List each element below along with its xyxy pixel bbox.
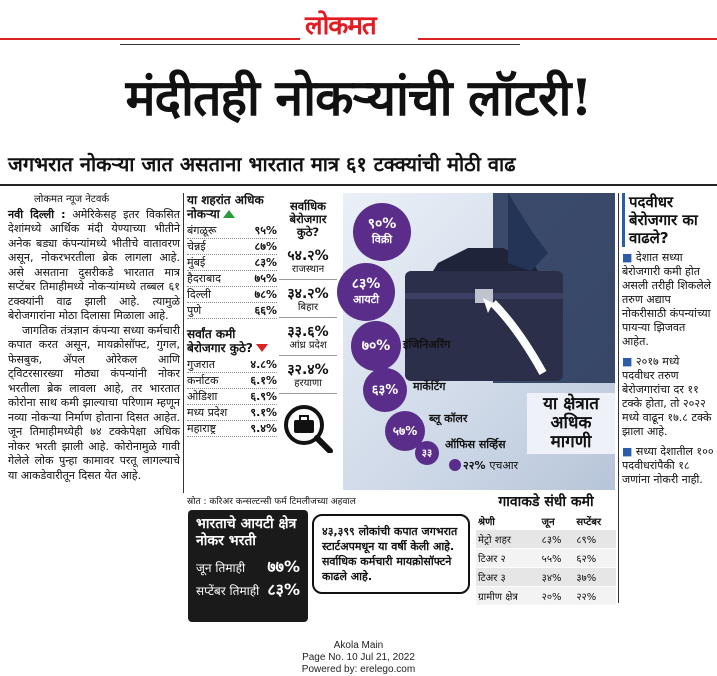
high-unemployment-state: राजस्थान [279, 264, 337, 280]
footer-edition: Akola Main [333, 640, 384, 651]
sector-bubble-office: ३३ [415, 441, 439, 465]
high-unemployment-value: ३२.४% [287, 362, 329, 378]
masthead-rule-right [418, 38, 717, 40]
high-unemployment-title: सर्वाधिक बेरोजगार कुठे? [289, 199, 327, 239]
table-row [476, 549, 616, 568]
table-cell: २२% [574, 587, 616, 606]
table-cell: ८३% [540, 530, 575, 549]
city-row: बंगळूरू ९५% [187, 224, 277, 237]
lokmat-logo: लोकमत [305, 11, 376, 41]
arrow-up-icon [223, 210, 235, 218]
graduate-sidebar [622, 193, 714, 493]
high-unemployment-list [279, 249, 337, 394]
dateline: नवी दिल्ली : [8, 207, 66, 221]
layoff-note: ४३,३९९ लोकांची कपात जगभरात स्टार्टअपमधून या वर्षी केली आहे. सर्वाधिक कर्मचारी मायक्रोसॉफ्टने काढले आहे. [312, 514, 470, 594]
it-hiring-title: भारताचे आयटी क्षेत्र नोकर भरती [196, 516, 297, 549]
sector-label-hr: २२% एचआर [463, 459, 519, 472]
page-footer [0, 640, 717, 676]
arrow-down-icon [256, 344, 268, 352]
high-unemployment-value: ५४.२% [287, 248, 329, 264]
sector-label-engineering: इंजिनिअरिंग [403, 338, 451, 351]
byline: लोकमत न्यूज नेटवर्क [34, 194, 110, 205]
graduate-point-1: ■ देशात सध्या बेरोजगारी कमी होत असली तरीही शिकलेले तरुण अद्याप नोकरीसाठी कंपन्यांच्या पायऱ्या झिजवत आहेत. [622, 251, 712, 348]
table-header: सप्टेंबर [576, 517, 602, 528]
top-cities-list [187, 223, 277, 319]
city-stats [187, 193, 277, 437]
state-row: ओडिशा ६.९% [187, 390, 277, 403]
footer-powered[interactable]: Powered by: erelego.com [301, 664, 416, 675]
sector-bubble-it: ८३% आयटी [337, 263, 395, 321]
column-rule [183, 193, 184, 493]
state-row: कर्नाटक ६.१% [187, 374, 277, 387]
village-opportunity-table [476, 493, 616, 605]
section-divider [0, 184, 717, 186]
village-title: गावाकडे संधी कमी [498, 494, 594, 510]
sector-demand-graphic [343, 193, 615, 490]
city-row: हैदराबाद ७५% [187, 272, 277, 285]
table-cell: मेट्रो शहर [476, 530, 540, 549]
sector-label-bluecollar: ब्लू कॉलर [429, 412, 468, 425]
city-row: दिल्ली ७८% [187, 288, 277, 301]
sector-label-marketing: मार्केटिंग [413, 380, 446, 393]
sector-bubble-hr [449, 459, 461, 471]
sidebar-rule [618, 193, 619, 603]
sector-bubble-sales: ९०% विक्री [353, 203, 411, 261]
table-cell: ३४% [540, 568, 575, 587]
masthead-underline [120, 44, 520, 45]
city-row: चेन्नई ८७% [187, 240, 277, 253]
sector-bubble-bluecollar: ५७% [385, 411, 425, 451]
high-unemployment-state: हरयाणा [279, 378, 337, 394]
sector-bubble-marketing: ६३% [363, 368, 407, 412]
city-row: पुणे ६६% [187, 304, 277, 317]
graduate-title: पदवीधर बेरोजगार का वाढले? [622, 193, 714, 247]
bullet-icon: ■ [622, 355, 636, 368]
top-cities-title: या शहरांत अधिक नोकऱ्या [187, 193, 264, 221]
table-header: जून [541, 517, 555, 528]
subheadline: जगभरात नोकऱ्या जात असताना भारतात मात्र ६१ टक्क्यांची मोठी वाढ [8, 152, 516, 176]
table-header: श्रेणी [478, 517, 495, 528]
state-row: मध्य प्रदेश ९.१% [187, 406, 277, 419]
it-hiring-box [188, 510, 308, 622]
it-hiring-row: सप्टेंबर तिमाही ८३% [196, 580, 300, 599]
briefcase-search-icon [282, 403, 334, 453]
article-paragraph-1: नवी दिल्ली : अमेरिकेसह इतर विकसित देशांमध्ये आर्थिक मंदी येण्याच्या भीतीने अनेक बड्या कंपन्यांमध्ये भीतीचे वातावरण असून, नोकरभरतीला ब्रेक लागला आहे. असे असताना दुसरीकडे भारतात मात्र सप्टेंबर तिमाहीमध्ये नोकऱ्यांमध्ये तब्बल ६१ टक्क्यांनी वाढ झाली आहे. त्यामुळे बेरोजगारांना मोठा दिलासा मिळाला आहे. [8, 207, 181, 322]
table-row [476, 530, 616, 549]
high-unemployment-box [279, 200, 337, 456]
table-cell: ८९% [574, 530, 616, 549]
it-hiring-row: जून तिमाही ७७% [196, 557, 300, 576]
table-row [476, 587, 616, 606]
high-unemployment-state: बिहार [279, 302, 337, 318]
high-unemployment-value: ३४.२% [287, 286, 329, 302]
high-unemployment-value: ३३.६% [287, 324, 329, 340]
low-unemployment-list [187, 357, 277, 437]
state-row: गुजरात ४.८% [187, 358, 277, 371]
table-row [476, 568, 616, 587]
bullet-icon: ■ [622, 445, 636, 458]
table-cell: २०% [540, 587, 575, 606]
bullet-icon: ■ [622, 251, 636, 264]
low-unemployment-title: सर्वांत कमी बेरोजगार कुठे? [187, 327, 277, 355]
table-cell: ३७% [574, 568, 616, 587]
sector-bubble-engineering: ७०% [351, 321, 401, 371]
source-note: स्रोत : करिअर कन्सल्टन्सी फर्म टिमलीजच्या अहवाल [187, 497, 356, 507]
article-paragraph-2: जागतिक तंत्रज्ञान कंपन्या सध्या कर्मचारी कपात करत असून, मायक्रोसॉफ्ट, गुगल, फेसबुक, ॲपल ओरेकल आणि ट्विटरसारख्या मोठ्या कंपन्यांनी नोकर भरतीला ब्रेक लावला आहे, तर भारतात कोरोना साथ कमी झाल्याचा परिणाम म्हणून नव्या नोकऱ्या निर्माण होताना दिसत आहेत. जून तिमाहीमध्येही ७४ टक्केपेक्षा अधिक नोकर भरती झाली आहे. कोरोनामुळे गावी गेलेले लोक पुन्हा कामावर परतू लागल्याचे या आकडेवारीतून दिसत येत आहे. [8, 323, 180, 482]
sector-label-office: ऑफिस सर्व्हिस [445, 438, 506, 451]
sector-demand-title: या क्षेत्रात अधिक मागणी [527, 393, 615, 454]
footer-page: Page No. 10 Jul 21, 2022 [302, 652, 415, 663]
village-table [476, 513, 616, 605]
headline: मंदीतही नोकऱ्यांची लॉटरी! [125, 68, 592, 127]
city-row: मुंबई ८३% [187, 256, 277, 269]
table-cell: ५५% [540, 549, 575, 568]
masthead-rule-left [0, 38, 300, 40]
state-row: महाराष्ट्र ९.४% [187, 422, 277, 435]
graduate-point-3: ■ सध्या देशातील १०० पदवीधरांपैकी १८ जणांना नोकरी नाही. [622, 445, 714, 486]
graduate-point-2: ■ २०१७ मध्ये पदवीधर तरुण बेरोजगारांचा दर ११ टक्के होता, तो २०२२ मध्ये वाढून १७.८ टक्के झाला आहे. [622, 355, 712, 438]
table-cell: टिअर २ [476, 549, 540, 568]
article-body [8, 193, 180, 483]
table-cell: ग्रामीण क्षेत्र [476, 587, 540, 606]
table-cell: टिअर ३ [476, 568, 540, 587]
high-unemployment-state: आंध्र प्रदेश [279, 340, 337, 356]
table-cell: ६२% [574, 549, 616, 568]
